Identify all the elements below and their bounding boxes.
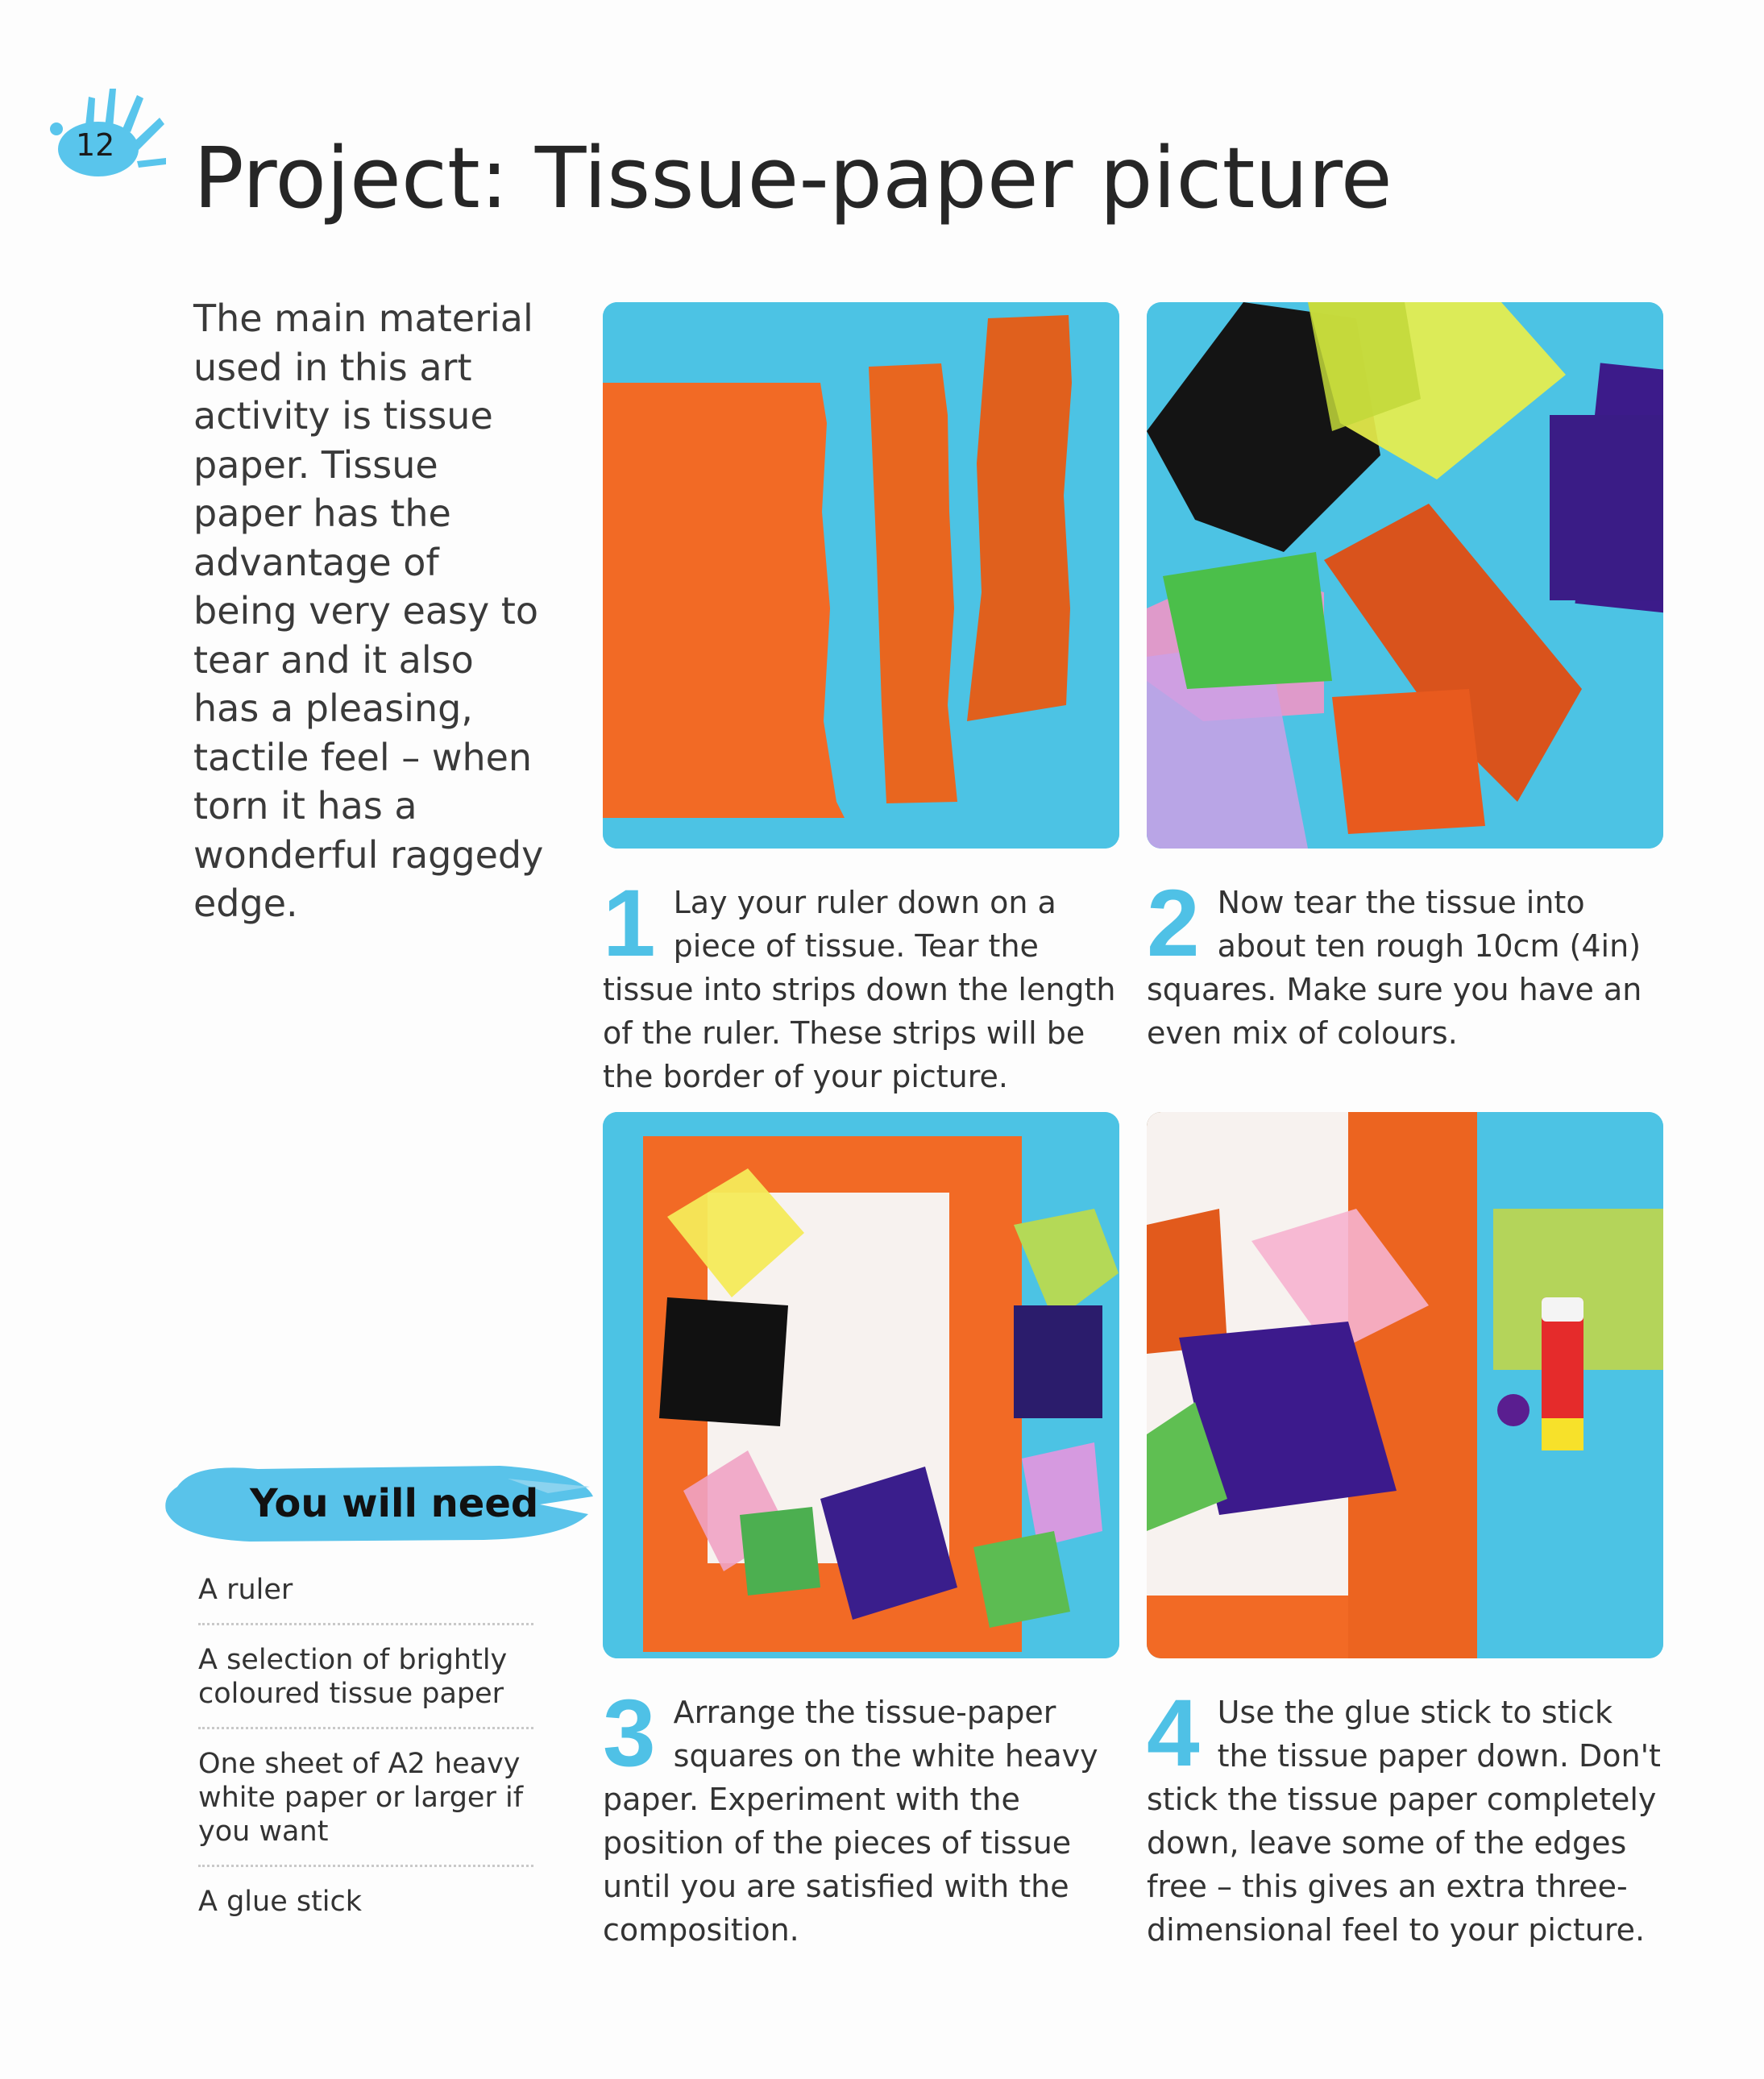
step-3-number: 3 — [603, 1680, 656, 1786]
step-2-text: Now tear the tissue into about ten rough 10cm (4in) squares. Make sure you have an even mix of colours. — [1147, 885, 1642, 1051]
step-4 — [1147, 1680, 1671, 1952]
step-1 — [603, 870, 1127, 1098]
list-item: A glue stick — [198, 1886, 363, 1918]
step-4-number: 4 — [1147, 1680, 1200, 1786]
step-3-photo — [603, 1112, 1119, 1658]
step-4-photo — [1147, 1112, 1663, 1658]
materials-list — [198, 1570, 533, 1949]
list-item: One sheet of A2 heavy white paper or larger if you want — [198, 1744, 533, 1867]
step-1-photo — [603, 302, 1119, 849]
page-number: 12 — [76, 127, 115, 163]
step-1-number: 1 — [603, 870, 656, 977]
step-3-text: Arrange the tissue-paper squares on the white heavy paper. Experiment with the position of the pieces of tissue until you are satisfied with the composition. — [603, 1695, 1098, 1948]
step-3 — [603, 1680, 1127, 1952]
step-1-text: Lay your ruler down on a piece of tissue. Tear the tissue into strips down the length of the ruler. These strips will be the border of your picture. — [603, 885, 1116, 1094]
step-2-photo — [1147, 302, 1663, 849]
step-2 — [1147, 870, 1671, 1055]
list-item: A selection of brightly coloured tissue paper — [198, 1640, 533, 1729]
page-number-badge — [42, 81, 171, 193]
step-2-number: 2 — [1147, 870, 1200, 977]
intro-paragraph: The main material used in this art activity is tissue paper. Tissue paper has the advantage of being very easy to tear and it also has a pleasing, tactile feel – when torn it has a wonderful raggedy edge. — [193, 297, 544, 925]
you-will-need-title: You will need — [250, 1481, 539, 1526]
page-title: Project: Tissue-paper picture — [193, 129, 1393, 227]
step-4-text: Use the glue stick to stick the tissue paper down. Don't stick the tissue paper completely down, leave some of the edges free – this gives an extra three-dimensional feel to your picture. — [1147, 1695, 1661, 1948]
list-item: A ruler — [198, 1570, 533, 1625]
